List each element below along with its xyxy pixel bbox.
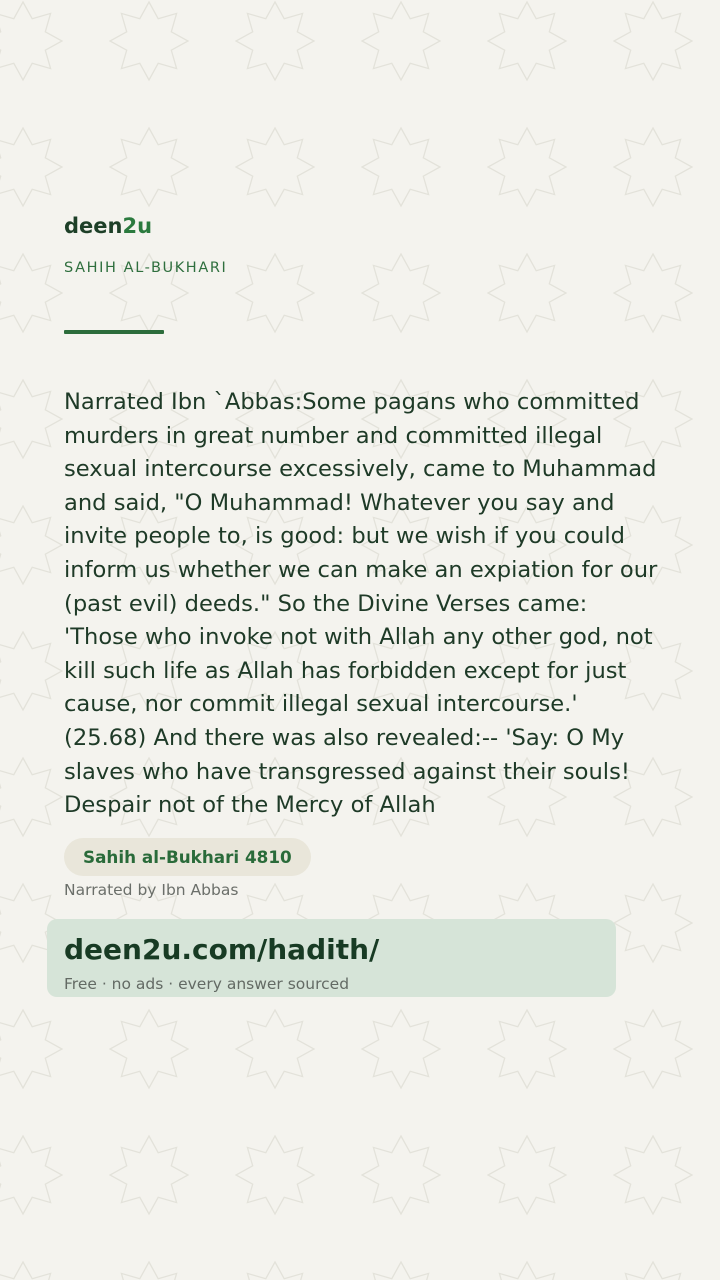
brand-name-prefix: deen — [64, 214, 123, 238]
cta-url-link[interactable]: deen2u.com/hadith/ — [64, 933, 380, 966]
brand-name-suffix: 2u — [122, 214, 153, 238]
cta-tagline: Free · no ads · every answer sourced — [64, 975, 350, 993]
narrator-caption: Narrated by Ibn Abbas — [64, 881, 239, 899]
collection-label: SAHIH AL-BUKHARI — [64, 260, 228, 276]
section-divider — [64, 330, 164, 334]
brand-logo — [64, 212, 152, 240]
cta-banner[interactable] — [47, 919, 616, 997]
hadith-text: Narrated Ibn `Abbas:Some pagans who committed murders in great number and committed illegal sexual intercourse excessively, came to Muhammad and said, "O Muhammad! Whatever you say and invite people to, is good: but we wish if you could inform us whether we can make an expiation for our (past evil) deeds." So the Divine Verses came: 'Those who invoke not with Allah any other god, not kill such life as Allah has forbidden except for just cause, nor commit illegal sexual intercourse.' (25.68) And there was also revealed:-- 'Say: O My slaves who have transgressed against their souls! Despair not of the Mercy of Allah — [64, 389, 658, 819]
reference-badge: Sahih al-Bukhari 4810 — [64, 838, 311, 876]
